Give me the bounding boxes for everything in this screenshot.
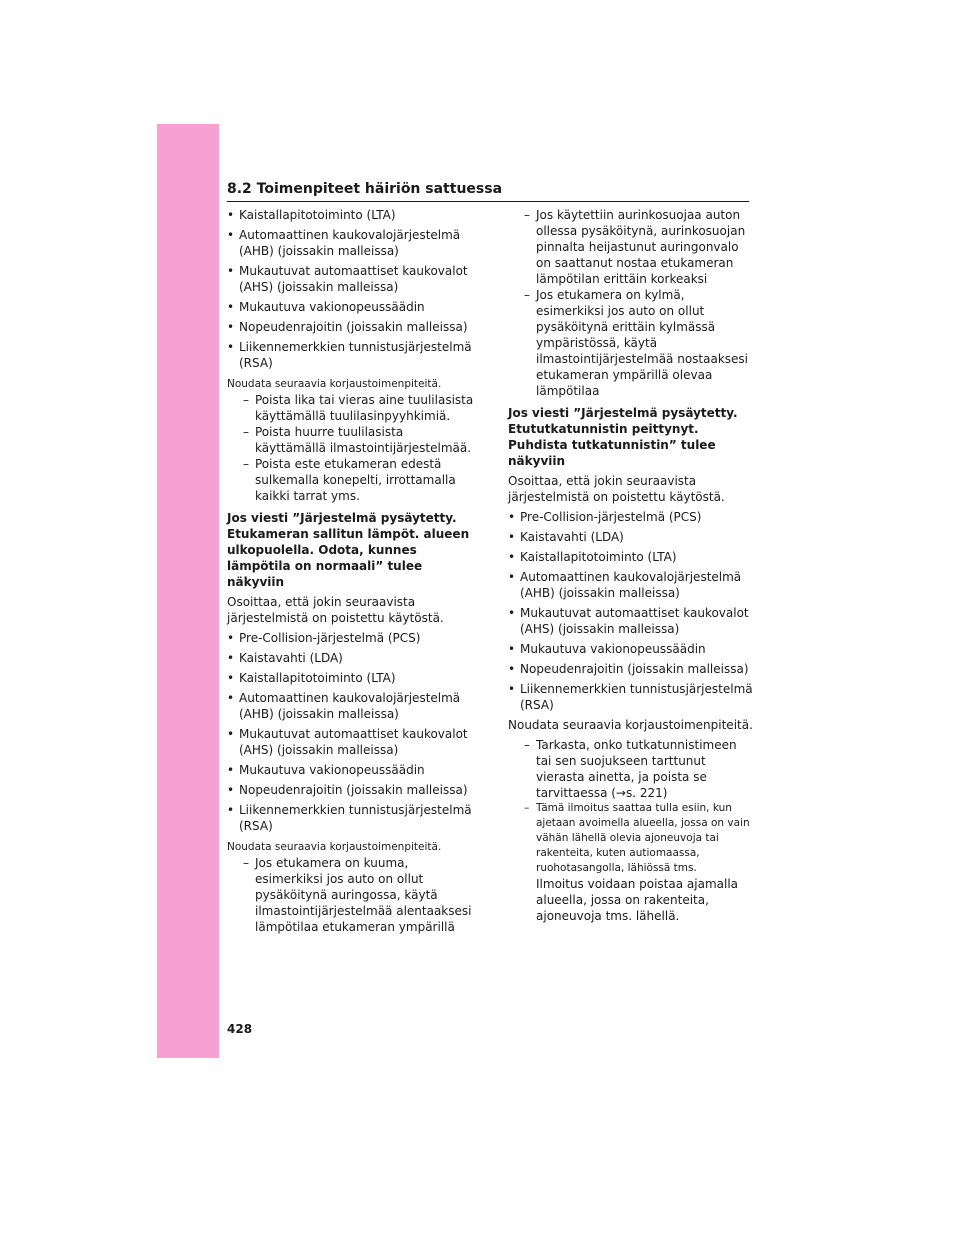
action-item-continued: Ilmoitus voidaan poistaa ajamalla alueella, jossa on rakenteita, ajoneuvoja tms. lähellä. — [536, 877, 739, 923]
list-item: • Pre-Collision-järjestelmä (PCS) — [508, 510, 702, 524]
list-item: • Liikennemerkkien tunnistusjärjestelmä (RSA) — [227, 803, 472, 833]
message-heading: Jos viesti ”Järjestelmä pysäytetty. Etututkatunnistin peittynyt. Puhdista tutkatunnistin” tulee näkyviin — [508, 406, 738, 468]
list-item: • Kaistallapitotoiminto (LTA) — [508, 550, 677, 564]
action-item: – Jos etukamera on kylmä, esimerkiksi jos auto on ollut pysäköitynä erittäin kylmässä ympäristössä, käytä ilmastointijärjestelmää nostaaksesi etukameran ympärillä olevaa lämpötilaa — [524, 288, 748, 398]
list-item: • Liikennemerkkien tunnistusjärjestelmä (RSA) — [227, 340, 472, 370]
intro-text: Osoittaa, että jokin seuraavista järjestelmistä on poistettu käytöstä. — [508, 474, 725, 504]
list-item: • Kaistavahti (LDA) — [227, 651, 343, 665]
action-item: – Tämä ilmoitus saattaa tulla esiin, kun ajetaan avoimella alueella, jossa on vain vähän lähellä olevia ajoneuvoja tai rakenteita, kuten autiomaassa, ruohotasangolla, lähiössä tms. — [524, 802, 750, 874]
action-item: – Jos etukamera on kuuma, esimerkiksi jos auto on ollut pysäköitynä auringossa, käytä ilmastointijärjestelmää alentaaksesi lämpötilaa etukameran ympärillä — [243, 856, 472, 934]
corrective-note: Noudata seuraavia korjaustoimenpiteitä. — [227, 841, 442, 853]
action-item: – Jos käytettiin aurinkosuojaa auton ollessa pysäköitynä, aurinkosuojan pinnalta heijastunut auringonvalo on saattanut nostaa etukameran lämpötilan erittäin korkeaksi — [524, 208, 746, 286]
list-item: • Nopeudenrajoitin (joissakin malleissa) — [227, 783, 468, 797]
list-item: • Nopeudenrajoitin (joissakin malleissa) — [227, 320, 468, 334]
list-item: • Mukautuvat automaattiset kaukovalot (AHS) (joissakin malleissa) — [227, 264, 468, 294]
corrective-note: Noudata seuraavia korjaustoimenpiteitä. — [227, 378, 442, 390]
section-title: 8.2 Toimenpiteet häiriön sattuessa — [227, 181, 503, 197]
action-item: – Tarkasta, onko tutkatunnistimeen tai sen suojukseen tarttunut vierasta ainetta, ja poista se tarvittaessa (→s. 221) — [524, 738, 737, 800]
section-title-rule — [227, 201, 749, 202]
list-item: • Mukautuvat automaattiset kaukovalot (AHS) (joissakin malleissa) — [227, 727, 468, 757]
list-item: • Automaattinen kaukovalojärjestelmä (AHB) (joissakin malleissa) — [508, 570, 742, 600]
list-item: • Automaattinen kaukovalojärjestelmä (AHB) (joissakin malleissa) — [227, 691, 461, 721]
list-item: • Pre-Collision-järjestelmä (PCS) — [227, 631, 421, 645]
list-item: • Automaattinen kaukovalojärjestelmä (AHB) (joissakin malleissa) — [227, 228, 461, 258]
list-item: • Liikennemerkkien tunnistusjärjestelmä (RSA) — [508, 682, 753, 712]
message-heading: Jos viesti ”Järjestelmä pysäytetty. Etukameran sallitun lämpöt. alueen ulkopuolella. Odota, kunnes lämpötila on normaali” tulee näkyviin — [227, 511, 470, 589]
list-item: • Mukautuva vakionopeussäädin — [508, 642, 706, 656]
action-item: – Poista lika tai vieras aine tuulilasista käyttämällä tuulilasinpyyhkimiä. — [243, 393, 474, 423]
action-item: – Poista huurre tuulilasista käyttämällä ilmastointijärjestelmää. — [243, 425, 472, 455]
list-item: • Kaistallapitotoiminto (LTA) — [227, 208, 396, 222]
list-item: • Kaistallapitotoiminto (LTA) — [227, 671, 396, 685]
left-column — [227, 207, 477, 935]
list-item: • Nopeudenrajoitin (joissakin malleissa) — [508, 662, 749, 676]
list-item: • Mukautuva vakionopeussäädin — [227, 300, 425, 314]
list-item: • Kaistavahti (LDA) — [508, 530, 624, 544]
list-item: • Mukautuva vakionopeussäädin — [227, 763, 425, 777]
action-item: – Poista este etukameran edestä sulkemalla konepelti, irrottamalla kaikki tarrat yms. — [243, 457, 456, 503]
intro-text: Osoittaa, että jokin seuraavista järjestelmistä on poistettu käytöstä. — [227, 595, 444, 625]
corrective-note: Noudata seuraavia korjaustoimenpiteitä. — [508, 718, 753, 732]
page-number: 428 — [227, 1022, 253, 1036]
chapter-color-tab — [157, 124, 219, 1058]
list-item: • Mukautuvat automaattiset kaukovalot (AHS) (joissakin malleissa) — [508, 606, 749, 636]
right-column — [508, 207, 754, 924]
